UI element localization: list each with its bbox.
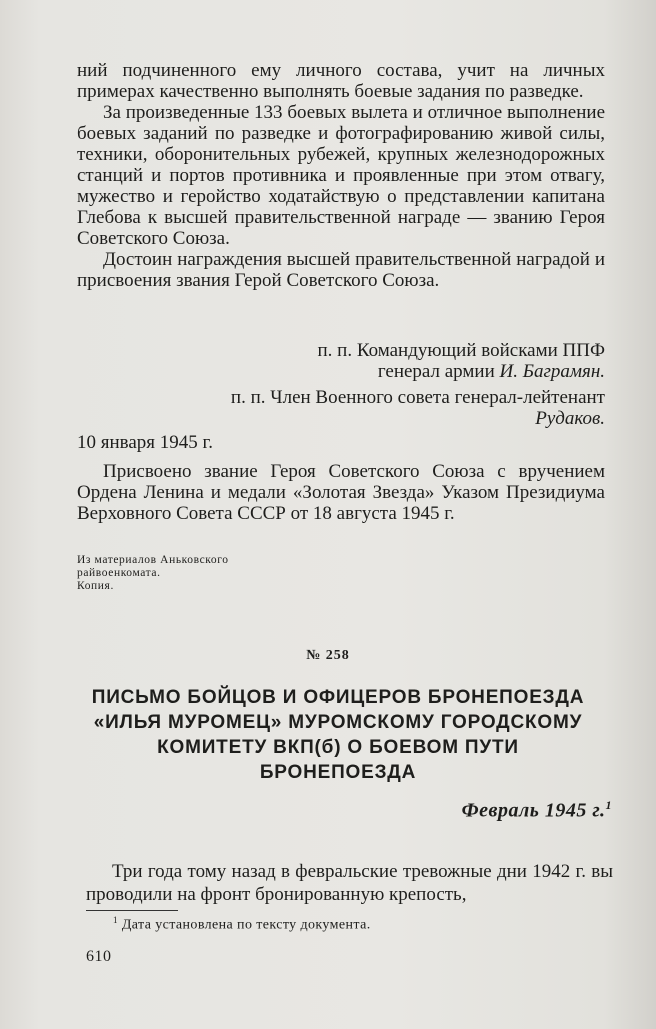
date-line: [77, 432, 605, 453]
signature-council-member: [77, 387, 605, 429]
source-line-1: Из материалов Аньковского: [77, 554, 229, 566]
letter-first-paragraph: Три года тому назад в февральские тревожные дни 1942 г. вы проводили на фронт бронированную крепость,: [86, 861, 613, 905]
award-note-block: [77, 461, 605, 524]
document-date: 10 января 1945 г.: [77, 432, 213, 453]
letter-date-footnote-mark: 1: [605, 798, 612, 812]
heading-line-4: БРОНЕПОЕЗДА: [259, 762, 417, 783]
letter-date: [462, 798, 612, 823]
source-line-2: райвоенкомата.: [77, 567, 161, 579]
paragraph-recommendation: За произведенные 133 боевых вылета и отличное выполнение боевых заданий по разведке и фотографированию живой силы, техники, оборонительных рубежей, крупных железнодорожных станций и портов противника и проявленные при этом отвагу, мужество и геройство ходатайствую о представлении капитана Глебова к высшей правительственной награде — званию Героя Советского Союза.: [77, 102, 605, 249]
letter-date-text: Февраль 1945 г.: [461, 799, 606, 822]
footnote-text: Дата установлена по тексту документа.: [121, 917, 371, 933]
paragraph-worthy: Достоин награждения высшей правительственной наградой и присвоения звания Герой Советского Союза.: [77, 249, 605, 291]
signature-commander-name-line: [77, 361, 605, 382]
top-text-block: [77, 60, 605, 291]
heading-line-3: КОМИТЕТУ ВКП(б) О БОЕВОМ ПУТИ: [157, 737, 519, 758]
source-line-3: Копия.: [77, 580, 114, 592]
footnote-divider: [86, 910, 178, 911]
signature-commander: [77, 340, 605, 382]
signature-commander-title: п. п. Командующий войсками ППФ: [317, 340, 605, 361]
footnote-mark: 1: [113, 915, 118, 925]
heading-line-1: ПИСЬМО БОЙЦОВ И ОФИЦЕРОВ БРОНЕПОЕЗДА: [91, 687, 585, 708]
document-heading: [88, 685, 588, 785]
footnote: [113, 915, 371, 934]
document-number: № 258: [306, 648, 350, 663]
award-note: Присвоено звание Героя Советского Союза с вручением Ордена Ленина и медали «Золотая Звезда» Указом Президиума Верховного Совета СССР от 18 августа 1945 г.: [77, 461, 605, 524]
heading-line-2: «ИЛЬЯ МУРОМЕЦ» МУРОМСКОМУ ГОРОДСКОМУ: [93, 712, 583, 733]
signature-council-name: Рудаков.: [535, 408, 605, 429]
page-number: 610: [86, 948, 112, 965]
signature-commander-rank: генерал армии: [377, 361, 495, 382]
signature-commander-name: И. Баграмян.: [499, 361, 605, 382]
signature-council-title: п. п. Член Военного совета генерал-лейтенант: [230, 387, 605, 408]
letter-body: [86, 860, 613, 906]
source-note: [77, 554, 605, 593]
paragraph-continuation: ний подчиненного ему личного состава, учит на личных примерах качественно выполнять боевые задания по разведке.: [77, 60, 605, 102]
